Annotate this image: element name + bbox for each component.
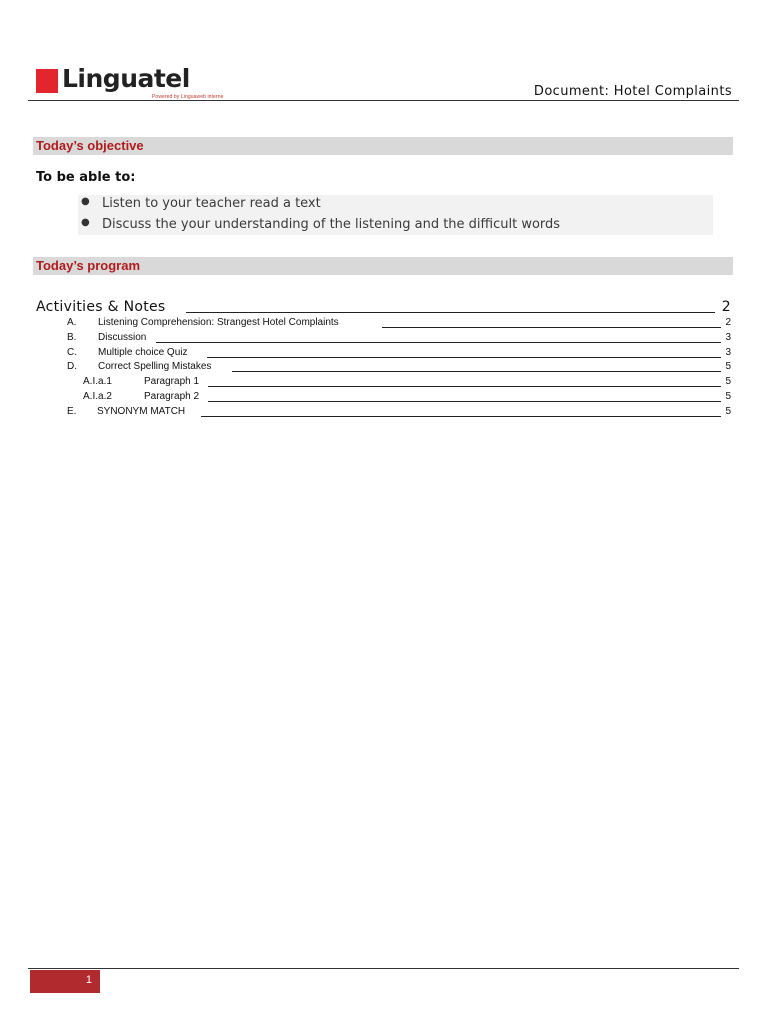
toc-entry-label: Listening Comprehension: Strangest Hotel Complaints [98,317,339,328]
toc-entry-b[interactable] [36,332,731,345]
toc-entry-number: B. [67,332,77,343]
toc-entry-number: C. [67,347,77,358]
objective-section-bar [33,137,733,155]
list-item [78,195,713,216]
toc-entry-page: 2 [725,317,731,328]
toc-entry-number: A.I.a.2 [83,391,112,402]
toc-leader [382,327,721,328]
toc-entry-page: 5 [725,376,731,387]
toc-entry-c[interactable] [36,347,731,360]
objective-intro: To be able to: [36,170,136,185]
toc-entry-a-i-a-1[interactable] [36,376,731,389]
objective-bullet-list [78,195,713,235]
bullet-text: Discuss the your understanding of the listening and the difficult words [102,217,561,232]
logo-text: Linguatel [62,64,190,93]
bullet-text: Listen to your teacher read a text [102,196,321,211]
toc-leader [156,342,721,343]
toc-entry-page: 3 [725,332,731,343]
list-item [78,216,713,237]
toc-leader [207,357,721,358]
toc-entry-number: D. [67,361,77,372]
footer-divider [28,968,739,969]
toc-leader [208,386,721,387]
toc-main-entry[interactable] [36,299,731,317]
objective-heading: Today’s objective [36,138,144,153]
program-section-bar [33,257,733,275]
toc-entry-page: 5 [725,406,731,417]
toc-entry-e[interactable] [36,406,731,419]
toc-leader [186,312,715,313]
page-number: 1 [85,974,92,986]
document-title: Document: Hotel Complaints [533,84,732,99]
logo-tagline: Powered by Linguaweb interne [152,94,224,100]
bullet-icon: ● [81,196,90,207]
toc-entry-label: Multiple choice Quiz [98,347,188,358]
toc-entry-d[interactable] [36,361,731,374]
logo-red-square [36,69,58,93]
header-divider [28,100,739,101]
program-heading: Today’s program [36,258,141,273]
toc-entry-a-i-a-2[interactable] [36,391,731,404]
toc-entry-label: Paragraph 1 [144,376,200,387]
toc-main-label: Activities & Notes [36,299,166,315]
page-number-box [30,970,100,993]
toc-leader [232,371,721,372]
toc-entry-page: 3 [725,347,731,358]
bullet-icon: ● [81,217,90,228]
toc-main-page: 2 [721,299,731,315]
toc-leader [208,401,721,402]
toc-entry-number: E. [67,406,77,417]
toc-entry-label: Discussion [98,332,147,343]
toc-entry-page: 5 [725,391,731,402]
toc-entry-a[interactable] [36,317,731,330]
toc-entry-label: Paragraph 2 [144,391,200,402]
toc-leader [201,416,721,417]
toc-entry-label: SYNONYM MATCH [97,406,186,417]
toc-entry-label: Correct Spelling Mistakes [98,361,212,372]
toc-entry-number: A. [67,317,77,328]
toc-entry-number: A.I.a.1 [83,376,112,387]
toc-entry-page: 5 [725,361,731,372]
